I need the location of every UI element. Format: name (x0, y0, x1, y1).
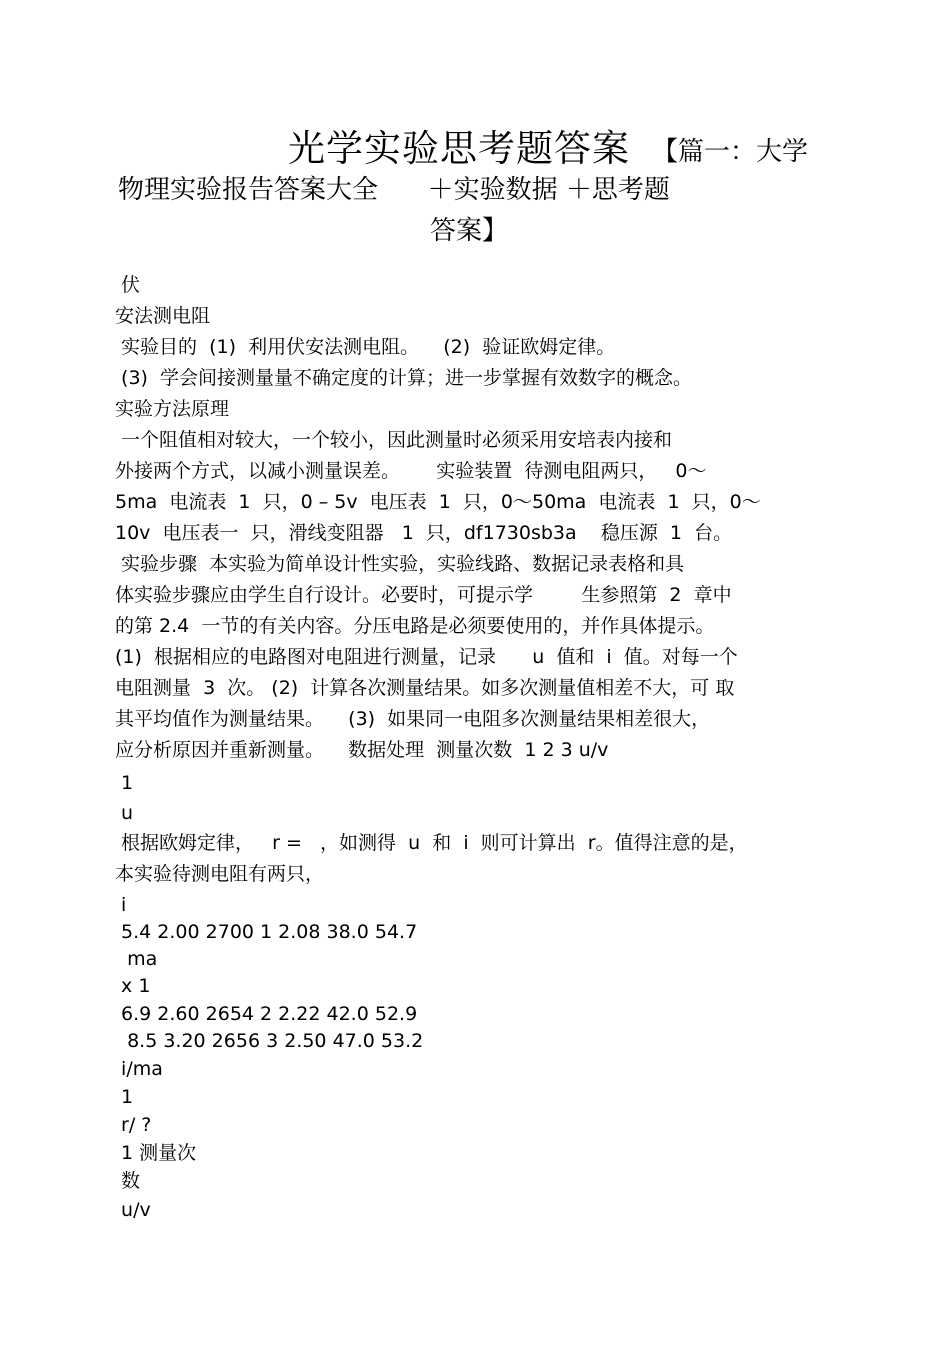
body-line: 一个阻值相对较大，一个较小，因此测量时必须采用安培表内接和 (115, 429, 673, 451)
body-line: 1 测量次 (115, 1142, 197, 1164)
body-line: 5ma 电流表 1 只，0 – 5v 电压表 1 只，0～50ma 电流表 1 只，0～ (115, 491, 761, 513)
body-line: 安法测电阻 (115, 305, 211, 327)
body-line: r/ ? (115, 1114, 152, 1136)
body-line: 数 (115, 1170, 141, 1192)
body-line: i (115, 894, 127, 916)
title-subtitle-line-2: 物理实验报告答案大全 ＋实验数据 ＋思考题 (118, 175, 670, 205)
title-subtitle-line-3: 答案】 (430, 216, 509, 246)
body-line: 电阻测量 3 次。 (2) 计算各次测量结果。如多次测量值相差不大，可 取 (115, 677, 735, 699)
body-line: 其平均值作为测量结果。 (3) 如果同一电阻多次测量结果相差很大， (115, 708, 711, 730)
body-line: 实验目的 (1) 利用伏安法测电阻。 (2) 验证欧姆定律。 (115, 336, 616, 358)
body-line: 1 (115, 772, 134, 794)
body-line: ma (115, 948, 158, 970)
body-line: 根据欧姆定律， r = ，如测得 u 和 i 则可计算出 r。值得注意的是， (115, 832, 748, 854)
body-line: i/ma (115, 1058, 163, 1080)
body-line: 实验方法原理 (115, 398, 230, 420)
body-line: u (115, 802, 134, 824)
title-main: 光学实验思考题答案 (288, 127, 630, 170)
title-subtitle-line-1: 【篇一：大学 (652, 137, 809, 167)
body-line: (1) 根据相应的电路图对电阻进行测量，记录 u 值和 i 值。对每一个 (115, 646, 738, 668)
body-line: 的第 2.4 一节的有关内容。分压电路是必须要使用的，并作具体提示。 (115, 615, 715, 637)
body-line: 5.4 2.00 2700 1 2.08 38.0 54.7 (115, 921, 418, 943)
body-line: (3) 学会间接测量量不确定度的计算；进一步掌握有效数字的概念。 (115, 367, 693, 389)
body-line: x 1 (115, 975, 151, 997)
body-line: 1 (115, 1086, 134, 1108)
body-line: 应分析原因并重新测量。 数据处理 测量次数 1 2 3 u/v (115, 739, 609, 761)
body-line: 本实验待测电阻有两只， (115, 863, 325, 885)
body-line: 8.5 3.20 2656 3 2.50 47.0 53.2 (115, 1030, 424, 1052)
body-line: u/v (115, 1199, 151, 1221)
body-line: 体实验步骤应由学生自行设计。必要时，可提示学 生参照第 2 章中 (115, 584, 732, 606)
body-line: 外接两个方式，以减小测量误差。 实验装置 待测电阻两只， 0～ (115, 460, 707, 482)
body-line: 6.9 2.60 2654 2 2.22 42.0 52.9 (115, 1003, 418, 1025)
body-line: 10v 电压表一 只，滑线变阻器 1 只，df1730sb3a 稳压源 1 台。 (115, 522, 733, 544)
body-line: 伏 (115, 274, 141, 296)
body-line: 实验步骤 本实验为简单设计性实验，实验线路、数据记录表格和具 (115, 553, 685, 575)
